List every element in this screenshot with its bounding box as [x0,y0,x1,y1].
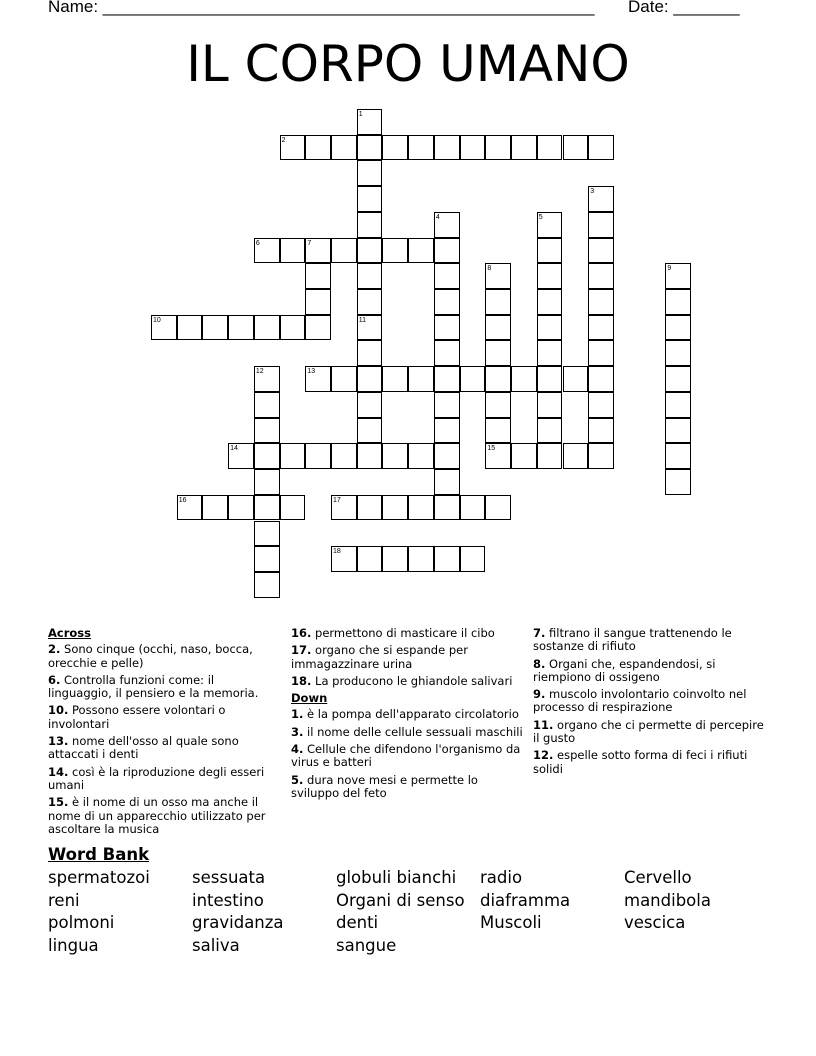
crossword-cell[interactable] [537,135,563,161]
word-bank-item: lingua [48,936,99,956]
down-heading: Down [291,691,328,706]
clue-num: 9. [533,687,546,702]
clue-num: 12. [533,748,554,763]
word-bank-item: reni [48,890,80,910]
word-bank-item: gravidanza [192,913,284,933]
clue-num: 6. [48,672,61,687]
crossword-cell[interactable] [434,443,460,469]
down-clue [533,658,765,685]
word-bank-item: denti [336,913,379,933]
across-clue [48,735,280,762]
crossword-cell[interactable] [485,135,511,161]
crossword-cell[interactable] [408,366,434,392]
crossword-cell[interactable] [665,418,691,444]
clue-text: filtrano il sangue trattenendo le sostanze di rifiuto [533,626,732,654]
crossword-cell[interactable] [357,212,383,238]
clue-text: è la pompa dell'apparato circolatorio [303,707,519,722]
crossword-cell[interactable] [357,186,383,212]
crossword-cell[interactable] [537,340,563,366]
crossword-cell[interactable] [202,495,228,521]
crossword-cell[interactable] [588,135,614,161]
crossword-cell[interactable] [254,469,280,495]
clue-text: Cellule che difendono l'organismo da virus e batteri [291,742,521,770]
clues-column-2 [291,627,523,804]
crossword-cell[interactable] [434,315,460,341]
crossword-cell[interactable] [537,315,563,341]
crossword-cell[interactable] [485,289,511,315]
down-clue [533,749,765,776]
word-bank-item: sangue [336,936,397,956]
crossword-cell[interactable] [588,289,614,315]
crossword-cell[interactable] [434,418,460,444]
clue-num: 10. [48,703,69,718]
crossword-cell[interactable] [357,289,383,315]
crossword-cell[interactable] [511,135,537,161]
clue-number: 3 [590,188,595,196]
crossword-cell[interactable] [434,289,460,315]
word-bank-item: Organi di senso [336,890,465,910]
crossword-cell[interactable] [434,238,460,264]
clue-number: 18 [333,548,341,556]
clue-number: 12 [255,368,264,376]
word-bank-title: Word Bank [48,845,150,864]
crossword-cell[interactable] [434,366,460,392]
crossword-cell[interactable] [434,392,460,418]
across-clue [48,643,280,670]
crossword-cell[interactable] [357,546,383,572]
crossword-cell[interactable] [254,443,280,469]
crossword-cell[interactable] [254,521,280,547]
crossword-cell[interactable] [254,572,280,598]
clue-num: 18. [291,673,312,688]
clue-number: 4 [435,213,440,221]
crossword-cell[interactable] [357,160,383,186]
across-clue [48,766,280,793]
clue-text: nome dell'osso al quale sono attaccati i denti [48,734,239,762]
crossword-cell[interactable] [280,443,306,469]
clue-number: 1 [358,111,363,118]
clue-text: organo che si espande per immagazzinare urina [291,643,468,671]
word-bank-item: Muscoli [480,913,542,933]
crossword-cell[interactable] [280,238,306,264]
crossword-cell[interactable] [357,495,383,521]
crossword-cell[interactable] [588,212,614,238]
clue-number: 7 [307,239,312,247]
clue-number: 11 [358,316,367,324]
down-clue [533,719,765,746]
clue-number: 13 [307,368,316,376]
crossword-cell[interactable] [228,315,254,341]
across-heading: Across [48,626,91,640]
crossword-cell[interactable] [357,392,383,418]
word-bank-item: spermatozoi [48,868,150,887]
across-clue [48,704,280,731]
word-bank-item: sessuata [192,868,266,887]
across-clue [291,675,523,688]
clue-text: dura nove mesi e permette lo sviluppo del feto [291,772,478,800]
crossword-cell[interactable] [460,546,486,572]
clue-text: Sono cinque (occhi, naso, bocca, orecchie e pelle) [48,642,253,670]
crossword-cell[interactable] [485,315,511,341]
crossword-cell[interactable] [588,315,614,341]
down-clue [291,708,523,721]
word-bank-item: diaframma [480,890,571,910]
crossword-cell[interactable] [434,263,460,289]
clue-text: è il nome di un osso ma anche il nome di un apparecchio utilizzato per ascoltare la musica [48,795,266,836]
clue-text: muscolo involontario coinvolto nel processo di respirazione [533,687,747,715]
crossword-cell[interactable] [511,366,537,392]
crossword-cell[interactable] [357,443,383,469]
crossword-cell[interactable] [382,135,408,161]
crossword-cell[interactable] [665,366,691,392]
across-clue [48,674,280,701]
clue-num: 16. [291,626,312,640]
crossword-cell[interactable] [537,238,563,264]
crossword-cell[interactable] [563,443,589,469]
clue-num: 7. [533,626,546,640]
clue-text: Organi che, espandendosi, si riempiono di ossigeno [533,656,716,684]
clue-text: espelle sotto forma di feci i rifiuti solidi [533,748,748,776]
crossword-cell[interactable] [665,392,691,418]
crossword-cell[interactable] [357,366,383,392]
clue-num: 8. [533,656,546,671]
clue-number: 6 [255,239,260,247]
clues-column-1 [48,627,280,840]
crossword-cell[interactable] [254,392,280,418]
crossword-cell[interactable] [460,135,486,161]
clue-number: 10 [153,316,161,324]
crossword-cell[interactable] [588,263,614,289]
crossword-cell[interactable] [588,443,614,469]
word-bank-item: Cervello [624,868,692,887]
word-bank-item: intestino [192,890,264,910]
clue-number: 2 [281,136,286,144]
crossword-cell[interactable] [460,366,486,392]
crossword-cell[interactable] [485,418,511,444]
crossword-cell[interactable] [665,289,691,315]
page-title: IL CORPO UMANO [186,35,630,93]
word-bank-item: polmoni [48,913,115,933]
clue-number: 17 [333,496,341,504]
crossword-cell[interactable] [537,366,563,392]
crossword-cell[interactable] [537,443,563,469]
word-bank-item: mandibola [624,890,711,910]
clue-num: 2. [48,642,61,657]
crossword-cell[interactable] [434,546,460,572]
crossword-cell[interactable] [537,392,563,418]
crossword-cell[interactable] [408,238,434,264]
clue-number: 16 [178,496,187,504]
clue-number: 9 [667,265,672,273]
clue-num: 1. [291,707,304,722]
crossword-cell[interactable] [254,418,280,444]
word-bank-item: saliva [192,936,240,956]
crossword-cell[interactable] [305,315,331,341]
crossword-cell[interactable] [382,546,408,572]
crossword-cell[interactable] [280,495,306,521]
crossword-cell[interactable] [357,263,383,289]
crossword-cell[interactable] [408,546,434,572]
clue-num: 14. [48,764,69,779]
crossword-cell[interactable] [588,392,614,418]
clue-num: 11. [533,717,554,732]
across-clue [48,796,280,836]
crossword-cell[interactable] [357,135,383,161]
clue-num: 17. [291,643,312,658]
clue-text: permettono di masticare il cibo [311,626,495,640]
clue-text: La producono le ghiandole salivari [311,673,513,688]
word-bank-item: globuli bianchi [336,868,457,887]
crossword-cell[interactable] [357,418,383,444]
crossword-cell[interactable] [228,495,254,521]
clue-num: 3. [291,724,304,739]
crossword-cell[interactable] [563,366,589,392]
clue-text: organo che ci permette di percepire il gusto [533,717,764,746]
crossword-cell[interactable] [254,315,280,341]
crossword-cell[interactable] [665,443,691,469]
crossword-cell[interactable] [665,469,691,495]
crossword-cell[interactable] [537,418,563,444]
crossword-cell[interactable] [485,340,511,366]
crossword-cell[interactable] [331,366,357,392]
crossword-cell[interactable] [511,443,537,469]
crossword-cell[interactable] [588,418,614,444]
date-field-label: Date: _______ [628,0,740,16]
clue-num: 13. [48,734,69,749]
crossword-cell[interactable] [563,135,589,161]
down-clue [291,774,523,801]
clue-number: 15 [487,445,496,453]
clue-number: 8 [487,265,492,273]
crossword-cell[interactable] [408,443,434,469]
crossword-cell[interactable] [177,315,203,341]
crossword-cell[interactable] [357,238,383,264]
clue-num: 15. [48,795,69,810]
crossword-cell[interactable] [665,315,691,341]
crossword-cell[interactable] [537,289,563,315]
crossword-cell[interactable] [588,238,614,264]
down-clue [291,726,523,739]
crossword-cell[interactable] [305,263,331,289]
clue-text: Controlla funzioni come: il linguaggio, il pensiero e la memoria. [48,672,259,701]
clue-num: 5. [291,772,304,787]
crossword-cell[interactable] [305,443,331,469]
crossword-cell[interactable] [280,315,306,341]
crossword-cell[interactable] [305,289,331,315]
across-clue [291,644,523,671]
crossword-cell[interactable] [382,366,408,392]
crossword-cell[interactable] [382,495,408,521]
crossword-cell[interactable] [434,495,460,521]
crossword-cell[interactable] [434,340,460,366]
down-clue [291,743,523,770]
crossword-cell[interactable] [331,443,357,469]
crossword-cell[interactable] [254,546,280,572]
down-clue [533,688,765,715]
word-bank-item: radio [480,868,523,887]
across-clue [291,627,523,640]
crossword-cell[interactable] [665,340,691,366]
crossword-cell[interactable] [382,443,408,469]
crossword-cell[interactable] [460,495,486,521]
crossword-cell[interactable] [305,135,331,161]
crossword-cell[interactable] [331,135,357,161]
crossword-cell[interactable] [434,469,460,495]
crossword-cell[interactable] [382,238,408,264]
name-field-label: Name: ____________________________________________________ [48,0,595,16]
crossword-cell[interactable] [537,263,563,289]
crossword-cell[interactable] [357,340,383,366]
word-bank [48,868,768,959]
crossword-cell[interactable] [434,135,460,161]
crossword-cell[interactable] [408,135,434,161]
clues-column-3 [533,627,765,780]
down-clue [533,627,765,654]
crossword-cell[interactable] [331,238,357,264]
clue-text: così è la riproduzione degli esseri umani [48,764,265,792]
word-bank-item: vescica [624,913,686,933]
crossword-cell[interactable] [408,495,434,521]
crossword-cell[interactable] [202,315,228,341]
clue-number: 5 [538,213,543,221]
clue-text: il nome delle cellule sessuali maschili [303,724,523,739]
crossword-cell[interactable] [588,366,614,392]
crossword-cell[interactable] [485,366,511,392]
clue-number: 14 [230,445,238,453]
crossword-cell[interactable] [485,392,511,418]
crossword-cell[interactable] [485,495,511,521]
crossword-cell[interactable] [588,340,614,366]
clue-num: 4. [291,742,304,757]
crossword-cell[interactable] [254,495,280,521]
clue-text: Possono essere volontari o involontari [48,703,226,731]
